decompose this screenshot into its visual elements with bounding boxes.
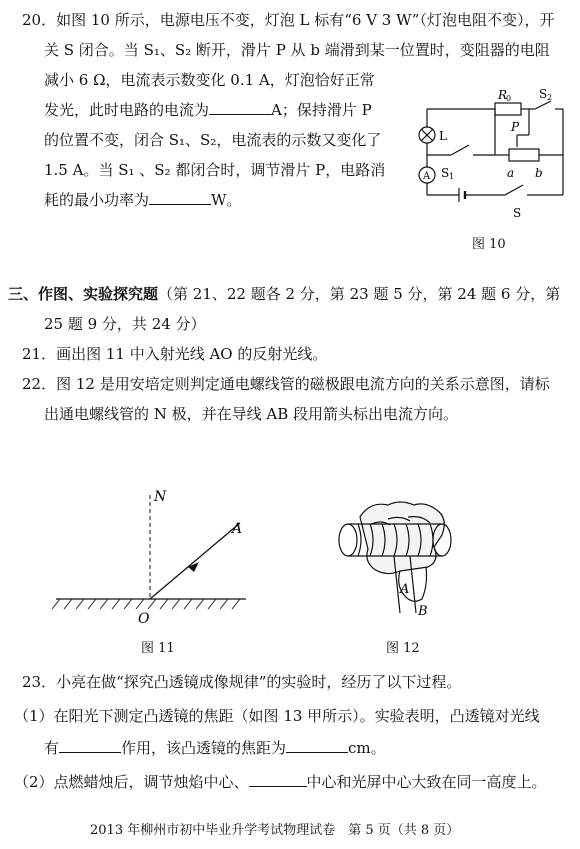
q23-line-3-mid: 作用，该凸透镜的焦距为 [121, 739, 287, 757]
label-o: O [138, 611, 150, 627]
q22-line-1: 22．图 12 是用安培定则判定通电螺线管的磁极跟电流方向的关系示意图，请标 [22, 375, 550, 393]
q20-line-4 [44, 100, 372, 120]
figure-11-reflection [50, 485, 255, 630]
label-r0: R [498, 88, 508, 102]
switch-s-blade [505, 185, 523, 195]
q20-line-5: 的位置不变，闭合 S₁、S₂，电流表的示数又变化了 [44, 131, 382, 149]
q20-line-7-tail: W。 [211, 191, 242, 209]
label-s2: S [539, 87, 548, 101]
q21: 21．画出图 11 中入射光线 AO 的反射光线。 [22, 345, 328, 363]
switch-s1-blade [451, 145, 469, 155]
q20-line-3: 减小 6 Ω，电流表示数变化 0.1 A，灯泡恰好正常 [44, 71, 375, 89]
switch-s2-blade [535, 101, 551, 109]
label-lamp: L [439, 129, 447, 143]
figure-10-caption: 图 10 [472, 237, 506, 252]
answer-blank-lens-effect [59, 738, 121, 753]
label-a: a [507, 166, 515, 180]
figure-12-solenoid-hand [330, 495, 470, 625]
q20-line-7 [44, 190, 241, 210]
label-r0-sub: 0 [506, 94, 512, 103]
q23-line-1: 23．小亮在做“探究凸透镜成像规律”的实验时，经历了以下过程。 [22, 673, 462, 691]
q23-line-2: （1）在阳光下测定凸透镜的焦距（如图 13 甲所示）。实验表明，凸透镜对光线 [14, 707, 540, 725]
answer-blank-center [249, 772, 307, 787]
incident-ray-arrow [188, 562, 199, 572]
label-b: b [535, 166, 543, 180]
section-3-line-2: 25 题 9 分，共 24 分） [44, 315, 206, 333]
answer-blank-focal-length [286, 738, 348, 753]
section-3-title: 三、作图、实验探究题 [8, 285, 159, 303]
label-a: A [232, 521, 243, 537]
label-n: N [154, 489, 167, 505]
section-3-line-1 [8, 284, 560, 304]
label-s2-sub: 2 [547, 93, 553, 102]
resistor-r0 [495, 103, 521, 115]
label-p: P [511, 120, 520, 134]
mirror-hatching [52, 599, 240, 609]
q23-line-4-tail: 中心和光屏中心大致在同一高度上。 [306, 773, 547, 791]
label-b: B [418, 604, 428, 619]
answer-blank-current [209, 100, 271, 115]
figure-10-circuit [405, 85, 570, 230]
label-ammeter: A [423, 171, 431, 182]
q23-line-4-text: （2）点燃蜡烛后，调节烛焰中心、 [14, 773, 249, 791]
rheostat [509, 149, 539, 161]
label-s1-sub: 1 [449, 172, 455, 181]
page-footer: 2013 年柳州市初中毕业升学考试物理试卷 第 5 页（共 8 页） [90, 823, 460, 838]
q22-line-2: 出通电螺线管的 N 极，并在导线 AB 段用箭头标出电流方向。 [44, 405, 459, 423]
q20-line-7-text: 耗的最小功率为 [44, 191, 150, 209]
label-s1: S [441, 166, 450, 180]
section-3-scoring: （第 21、22 题各 2 分，第 23 题 5 分，第 24 题 6 分，第 [158, 285, 561, 303]
q23-line-3-tail: cm。 [348, 739, 386, 757]
q20-line-4-tail: A；保持滑片 P [271, 101, 372, 119]
q23-line-3-text: 有 [44, 739, 60, 757]
q20-line-1: 20．如图 10 所示，电源电压不变，灯泡 L 标有“6 V 3 W”（灯泡电阻不变），开 [22, 11, 555, 29]
incident-ray [150, 521, 243, 599]
q20-line-6: 1.5 A。当 S₁ 、S₂ 都闭合时，调节滑片 P，电路消 [44, 161, 386, 179]
q20-line-4-text: 发光，此时电路的电流为 [44, 101, 210, 119]
label-a: A [400, 582, 410, 597]
solenoid-end [339, 524, 357, 556]
answer-blank-power [149, 190, 211, 205]
q23-line-4 [14, 772, 547, 792]
figure-12-caption: 图 12 [386, 641, 420, 656]
label-s: S [513, 206, 522, 220]
figure-11-caption: 图 11 [141, 641, 175, 656]
q20-line-2: 关 S 闭合。当 S₁、S₂ 断开，滑片 P 从 b 端滑到某一位置时，变阻器的电阻 [44, 41, 550, 59]
q23-line-3 [44, 738, 386, 758]
